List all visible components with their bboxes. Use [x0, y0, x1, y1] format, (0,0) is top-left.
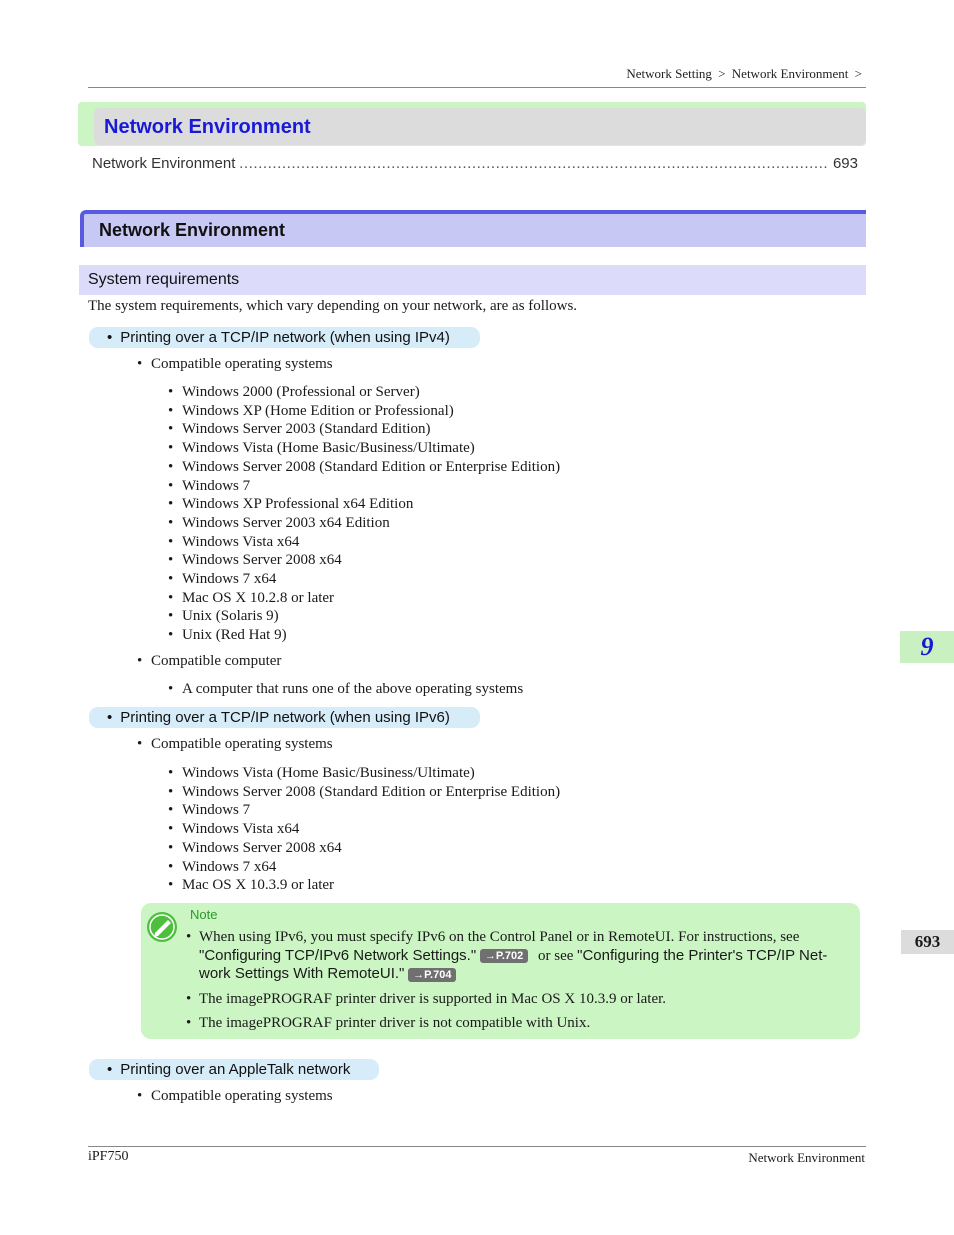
ipv6-os-label-text: Compatible operating systems — [151, 736, 333, 752]
ipv4-os-label: • Compatible operating systems — [137, 356, 333, 372]
footer-section: Network Environment — [748, 1150, 865, 1165]
os-list-item: • Windows Server 2003 (Standard Edition) — [168, 421, 431, 438]
ipv6-heading-label: Printing over a TCP/IP network (when using IPv6) — [120, 709, 450, 726]
note-item-text: The imagePROGRAF printer driver is supported in Mac OS X 10.3.9 or later. — [199, 990, 667, 1007]
ipv4-computer-label: • Compatible computer — [137, 653, 282, 669]
os-list-item: • Windows Server 2008 x64 — [168, 839, 342, 856]
os-list-item: • Unix (Red Hat 9) — [168, 627, 287, 644]
os-list-item: • Windows XP Professional x64 Edition — [168, 496, 414, 513]
os-list-item: • Windows 2000 (Professional or Server) — [168, 384, 420, 400]
page-ref-badge[interactable]: →P.704 — [408, 968, 456, 982]
os-list-item-text: Windows XP (Home Edition or Professional) — [182, 402, 454, 419]
note-connector-text: or see — [537, 947, 574, 964]
ipv6-heading: • Printing over a TCP/IP network (when using IPv6) — [89, 707, 480, 728]
computer-list-item-text: A computer that runs one of the above operating systems — [182, 681, 524, 697]
os-list-item-text: Windows 7 — [182, 477, 251, 494]
os-list-item-text: Windows 7 x64 — [182, 571, 277, 588]
page-ref-badge[interactable]: →P.702 — [480, 949, 528, 963]
os-list-item: • Windows Server 2003 x64 Edition — [168, 514, 390, 531]
chapter-title: Network Environment — [104, 116, 311, 138]
appletalk-heading-label: Printing over an AppleTalk network — [120, 1061, 351, 1078]
toc-page-number[interactable]: 693 — [832, 155, 858, 172]
os-list-item: • Windows 7 x64 — [168, 858, 277, 875]
toc-entry[interactable] — [92, 155, 858, 173]
footer-divider — [88, 1146, 866, 1147]
os-list-item: • Windows Server 2008 x64 — [168, 552, 342, 569]
note-item: • When using IPv6, you must specify IPv6 on the Control Panel or in RemoteUI. For instructions, see "Configuring TCP/IPv6 Network Settings." →P.702 or see "Configuring the Printer's TCP/IP Net- work Settings With RemoteUI." →P.704 — [186, 929, 828, 982]
os-list-item-text: Mac OS X 10.2.8 or later — [182, 589, 335, 606]
note-item-text: When using IPv6, you must specify IPv6 on the Control Panel or in RemoteUI. For instructions, see — [199, 929, 800, 945]
ipv4-os-list — [168, 383, 560, 645]
chapter-tab[interactable]: 9 — [900, 631, 954, 663]
note-item-text: The imagePROGRAF printer driver is not compatible with Unix. — [199, 1015, 591, 1031]
os-list-item: • Windows Vista x64 — [168, 821, 300, 838]
os-list-item: • Unix (Solaris 9) — [168, 608, 279, 625]
os-list-item: • Windows Server 2008 (Standard Edition or Enterprise Edition) — [168, 458, 561, 475]
os-list-item-text: Windows Vista x64 — [182, 533, 300, 550]
header-divider — [88, 87, 866, 88]
ipv4-computer-label-text: Compatible computer — [151, 653, 282, 669]
ipv6-os-label: • Compatible operating systems — [137, 736, 333, 752]
os-list-item-text: Windows Vista (Home Basic/Business/Ultimate) — [182, 440, 475, 457]
os-list-item-text: Unix (Red Hat 9) — [182, 627, 287, 644]
toc-leader-dots — [239, 156, 829, 173]
os-list-item-text: Windows Server 2008 x64 — [182, 839, 342, 856]
pencil-note-icon — [146, 911, 178, 943]
os-list-item: • Windows Vista (Home Basic/Business/Ultimate) — [168, 440, 475, 457]
os-list-item-text: Windows 2000 (Professional or Server) — [182, 384, 420, 400]
ipv4-heading-label: Printing over a TCP/IP network (when using IPv4) — [120, 329, 450, 346]
breadcrumb-separator: > — [854, 66, 862, 81]
note-item: • The imagePROGRAF printer driver is supported in Mac OS X 10.3.9 or later. — [186, 990, 667, 1007]
remoteui-settings-link-cont[interactable]: work Settings With RemoteUI." — [199, 965, 405, 982]
os-list-item-text: Unix (Solaris 9) — [182, 608, 279, 625]
note-label: Note — [190, 907, 218, 922]
os-list-item-text: Windows Server 2003 (Standard Edition) — [182, 421, 431, 438]
section-title: Network Environment — [99, 220, 286, 240]
os-list-item: • Windows 7 x64 — [168, 571, 277, 588]
footer-model: iPF750 — [88, 1149, 129, 1164]
os-list-item: • Windows XP (Home Edition or Professional) — [168, 402, 454, 419]
breadcrumb-item[interactable]: Network Environment — [731, 66, 849, 81]
os-list-item-text: Windows Server 2008 (Standard Edition or Enterprise Edition) — [182, 458, 561, 475]
os-list-item-text: Windows XP Professional x64 Edition — [182, 496, 414, 513]
note-item: • The imagePROGRAF printer driver is not compatible with Unix. — [186, 1015, 591, 1031]
os-list-item-text: Windows Server 2008 (Standard Edition or Enterprise Edition) — [182, 783, 561, 800]
appletalk-heading: • Printing over an AppleTalk network — [89, 1059, 379, 1080]
ipv4-os-label-text: Compatible operating systems — [151, 356, 333, 372]
os-list-item: • Windows 7 — [168, 802, 251, 819]
os-list-item: • Windows Vista (Home Basic/Business/Ultimate) — [168, 765, 475, 781]
os-list-item: • Mac OS X 10.2.8 or later — [168, 589, 335, 606]
breadcrumb — [626, 66, 865, 82]
ipv6-os-list — [168, 764, 560, 895]
os-list-item-text: Mac OS X 10.3.9 or later — [182, 877, 335, 894]
appletalk-os-label: • Compatible operating systems — [137, 1088, 333, 1104]
os-list-item-text: Windows Vista (Home Basic/Business/Ultimate) — [182, 765, 475, 781]
page-number-tab: 693 — [901, 930, 954, 954]
ipv4-computer-list — [168, 680, 523, 699]
subsection-title: System requirements — [88, 271, 240, 288]
computer-list-item: • A computer that runs one of the above operating systems — [168, 681, 524, 697]
os-list-item: • Mac OS X 10.3.9 or later — [168, 877, 335, 894]
os-list-item: • Windows Vista x64 — [168, 533, 300, 550]
appletalk-os-label-text: Compatible operating systems — [151, 1088, 333, 1104]
remoteui-settings-link[interactable]: "Configuring the Printer's TCP/IP Net- — [577, 946, 828, 964]
os-list-item-text: Windows 7 x64 — [182, 858, 277, 875]
os-list-item: • Windows 7 — [168, 477, 251, 494]
breadcrumb-separator: > — [718, 66, 726, 81]
os-list-item: • Windows Server 2008 (Standard Edition or Enterprise Edition) — [168, 783, 561, 800]
os-list-item-text: Windows 7 — [182, 802, 251, 819]
ipv6-settings-link[interactable]: "Configuring TCP/IPv6 Network Settings." — [199, 946, 477, 964]
breadcrumb-item[interactable]: Network Setting — [626, 66, 712, 81]
ipv4-heading: • Printing over a TCP/IP network (when using IPv4) — [89, 327, 480, 348]
os-list-item-text: Windows Server 2008 x64 — [182, 552, 342, 569]
intro-paragraph: The system requirements, which vary depending on your network, are as follows. — [88, 298, 578, 314]
os-list-item-text: Windows Server 2003 x64 Edition — [182, 514, 390, 531]
toc-entry-label[interactable]: Network Environment — [92, 155, 236, 172]
os-list-item-text: Windows Vista x64 — [182, 821, 300, 838]
note-items — [186, 928, 846, 1039]
